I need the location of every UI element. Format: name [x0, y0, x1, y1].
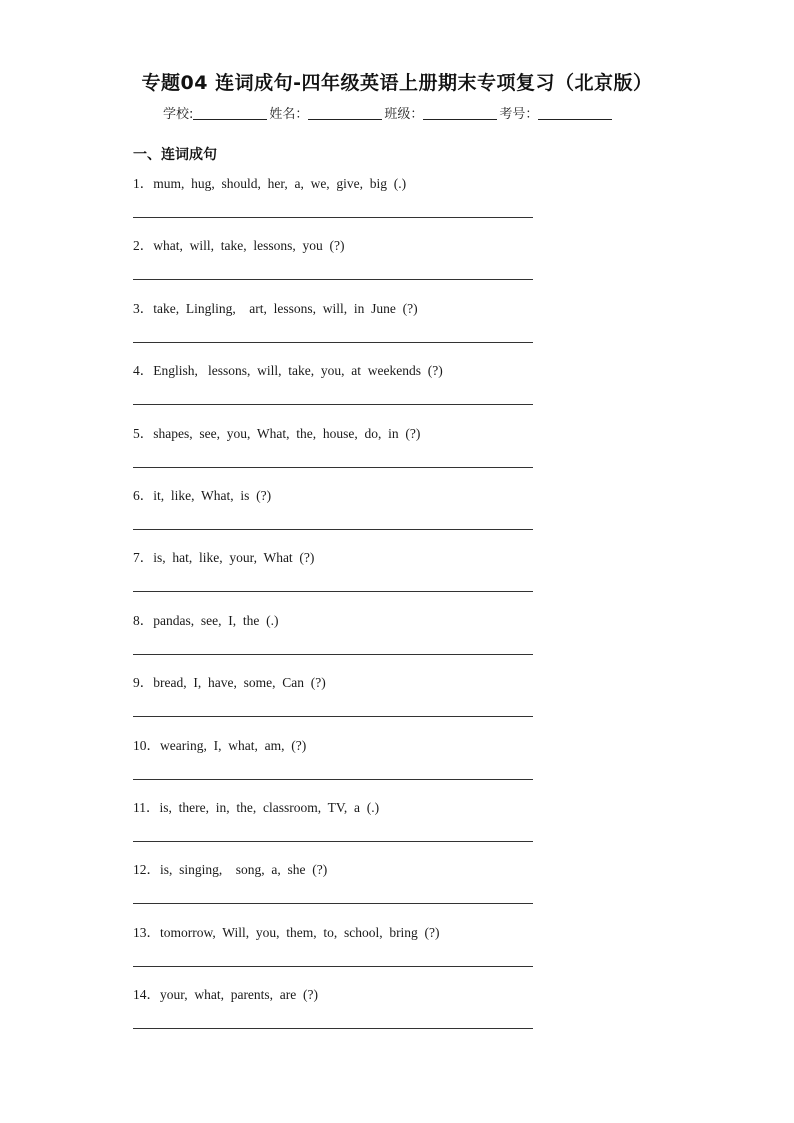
- question-words: wearing, I, what, am, (?): [160, 737, 307, 753]
- answer-line[interactable]: [133, 1028, 533, 1029]
- question-text: [133, 546, 314, 566]
- answer-line[interactable]: [133, 716, 533, 717]
- info-class: [384, 103, 499, 122]
- info-class-label: 班级：: [384, 107, 424, 122]
- student-info-row: [163, 103, 614, 122]
- question-text: [133, 359, 443, 379]
- answer-line[interactable]: [133, 591, 533, 592]
- question-words: take, Lingling, art, lessons, will, in June (?): [153, 300, 418, 316]
- question-item: [133, 357, 533, 419]
- info-class-blank[interactable]: [423, 106, 497, 120]
- question-item: [133, 856, 533, 918]
- question-number: 11．: [133, 799, 160, 815]
- question-words: what, will, take, lessons, you (?): [153, 238, 345, 254]
- answer-line[interactable]: [133, 467, 533, 468]
- question-text: [133, 983, 318, 1003]
- question-item: [133, 420, 533, 482]
- question-words: it, like, What, is (?): [153, 487, 272, 503]
- info-name-label: 姓名：: [269, 107, 309, 122]
- question-item: [133, 919, 533, 981]
- question-text: [133, 422, 420, 442]
- question-text: [133, 297, 418, 317]
- answer-line[interactable]: [133, 654, 533, 655]
- question-words: is, hat, like, your, What (?): [153, 550, 315, 566]
- question-number: 6．: [133, 487, 154, 503]
- section-heading: 一、连词成句: [133, 147, 217, 163]
- question-number: 14．: [133, 987, 160, 1003]
- question-item: [133, 295, 533, 357]
- question-item: [133, 732, 533, 794]
- question-text: [133, 172, 406, 192]
- question-words: your, what, parents, are (?): [160, 987, 319, 1003]
- question-text: [133, 796, 379, 816]
- info-school-label: 学校:: [163, 107, 194, 122]
- question-text: [133, 921, 440, 941]
- question-words: is, singing, song, a, she (?): [160, 862, 328, 878]
- info-school: [163, 103, 269, 122]
- question-number: 5．: [133, 425, 154, 441]
- answer-line[interactable]: [133, 966, 533, 967]
- question-words: English, lessons, will, take, you, at weekends (?): [153, 363, 443, 379]
- answer-line[interactable]: [133, 903, 533, 904]
- question-item: [133, 232, 533, 294]
- question-text: [133, 234, 344, 254]
- info-school-blank[interactable]: [193, 106, 267, 120]
- question-item: [133, 544, 533, 606]
- question-number: 12．: [133, 862, 160, 878]
- question-list: [133, 170, 533, 1043]
- info-exam-number-label: 考号：: [499, 107, 539, 122]
- question-words: bread, I, have, some, Can (?): [153, 675, 326, 691]
- question-number: 8．: [133, 612, 154, 628]
- question-number: 1．: [133, 176, 154, 191]
- answer-line[interactable]: [133, 217, 533, 218]
- question-number: 3．: [133, 300, 154, 316]
- info-name: [269, 103, 384, 122]
- answer-line[interactable]: [133, 779, 533, 780]
- question-item: [133, 482, 533, 544]
- info-exam-number: [499, 103, 614, 122]
- page-title: 专题04 连词成句-四年级英语上册期末专项复习（北京版）: [141, 72, 653, 94]
- question-item: [133, 669, 533, 731]
- question-number: 4．: [133, 363, 154, 379]
- answer-line[interactable]: [133, 279, 533, 280]
- question-words: mum, hug, should, her, a, we, give, big (.): [153, 176, 407, 191]
- question-words: pandas, see, I, the (.): [153, 612, 279, 628]
- question-text: [133, 858, 327, 878]
- question-number: 9．: [133, 675, 154, 691]
- info-name-blank[interactable]: [308, 106, 382, 120]
- question-text: [133, 734, 306, 754]
- question-number: 10．: [133, 737, 160, 753]
- question-item: [133, 607, 533, 669]
- info-exam-number-blank[interactable]: [538, 106, 612, 120]
- question-words: is, there, in, the, classroom, TV, a (.): [159, 799, 380, 815]
- question-text: [133, 671, 326, 691]
- answer-line[interactable]: [133, 342, 533, 343]
- answer-line[interactable]: [133, 529, 533, 530]
- question-text: [133, 484, 271, 504]
- answer-line[interactable]: [133, 404, 533, 405]
- question-item: [133, 794, 533, 856]
- question-number: 2．: [133, 238, 154, 254]
- question-item: [133, 170, 533, 232]
- question-number: 13．: [133, 924, 160, 940]
- question-words: shapes, see, you, What, the, house, do, in (?): [153, 425, 421, 441]
- question-words: tomorrow, Will, you, them, to, school, bring (?): [160, 924, 440, 940]
- question-item: [133, 981, 533, 1043]
- question-number: 7．: [133, 550, 154, 566]
- answer-line[interactable]: [133, 841, 533, 842]
- question-text: [133, 609, 278, 629]
